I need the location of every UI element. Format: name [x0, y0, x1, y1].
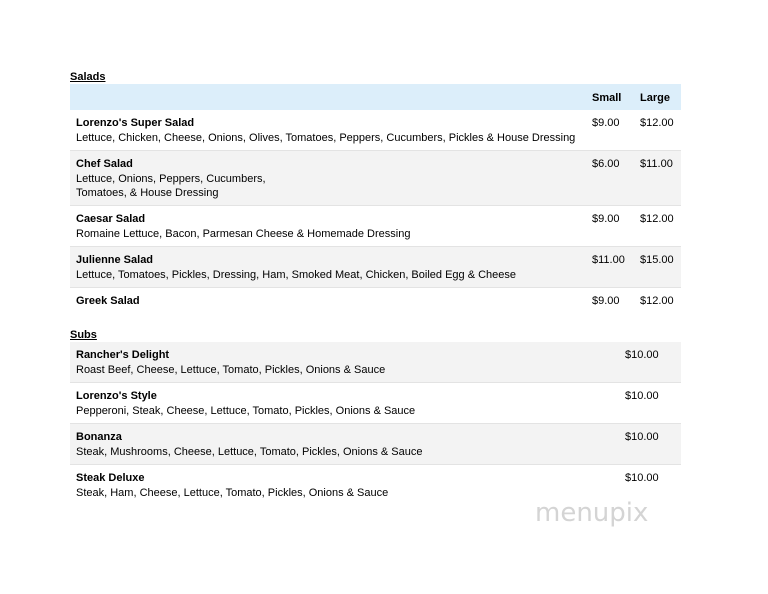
salad-row — [70, 151, 681, 206]
item-name: Greek Salad — [76, 295, 140, 307]
price: $10.00 — [625, 431, 659, 443]
salad-row — [70, 206, 681, 247]
item-name: Lorenzo's Super Salad — [76, 117, 195, 129]
price-small: $9.00 — [592, 117, 620, 129]
price-large: $15.00 — [640, 254, 674, 266]
salad-row — [70, 288, 681, 316]
price-small: $6.00 — [592, 158, 620, 170]
salad-row — [70, 247, 681, 288]
price-small: $9.00 — [592, 213, 620, 225]
item-description: Pepperoni, Steak, Cheese, Lettuce, Tomato, Pickles, Onions & Sauce — [76, 405, 416, 417]
price-large: $12.00 — [640, 213, 674, 225]
sub-row — [70, 383, 681, 424]
item-description: Roast Beef, Cheese, Lettuce, Tomato, Pickles, Onions & Sauce — [76, 364, 386, 376]
salad-row — [70, 110, 681, 151]
item-name: Lorenzo's Style — [76, 390, 157, 402]
price-small: $11.00 — [592, 254, 625, 266]
item-description: Lettuce, Chicken, Cheese, Onions, Olives, Tomatoes, Peppers, Cucumbers, Pickles & House Dressing — [76, 132, 576, 144]
price: $10.00 — [625, 472, 659, 484]
price-large: $11.00 — [640, 158, 673, 170]
price-large: $12.00 — [640, 117, 674, 129]
item-description: Tomatoes, & House Dressing — [76, 187, 219, 199]
item-description: Lettuce, Onions, Peppers, Cucumbers, — [76, 173, 266, 185]
salads-header-band — [70, 84, 681, 110]
item-name: Julienne Salad — [76, 254, 154, 266]
price-large: $12.00 — [640, 295, 674, 307]
item-name: Steak Deluxe — [76, 472, 145, 484]
sub-row — [70, 424, 681, 465]
price: $10.00 — [625, 349, 659, 361]
price: $10.00 — [625, 390, 659, 402]
subs-section-title: Subs — [70, 329, 97, 341]
col-large-header: Large — [640, 92, 670, 104]
price-small: $9.00 — [592, 295, 620, 307]
sub-row — [70, 342, 681, 383]
menupix-watermark: menupix — [535, 498, 649, 528]
item-name: Bonanza — [76, 431, 122, 443]
salads-section-title: Salads — [70, 71, 106, 83]
item-description: Romaine Lettuce, Bacon, Parmesan Cheese & Homemade Dressing — [76, 228, 411, 240]
item-description: Lettuce, Tomatoes, Pickles, Dressing, Ham, Smoked Meat, Chicken, Boiled Egg & Cheese — [76, 269, 517, 281]
item-name: Chef Salad — [76, 158, 133, 170]
col-small-header: Small — [592, 92, 622, 104]
item-description: Steak, Ham, Cheese, Lettuce, Tomato, Pickles, Onions & Sauce — [76, 487, 389, 499]
item-name: Caesar Salad — [76, 213, 146, 225]
item-name: Rancher's Delight — [76, 349, 170, 361]
item-description: Steak, Mushrooms, Cheese, Lettuce, Tomato, Pickles, Onions & Sauce — [76, 446, 423, 458]
